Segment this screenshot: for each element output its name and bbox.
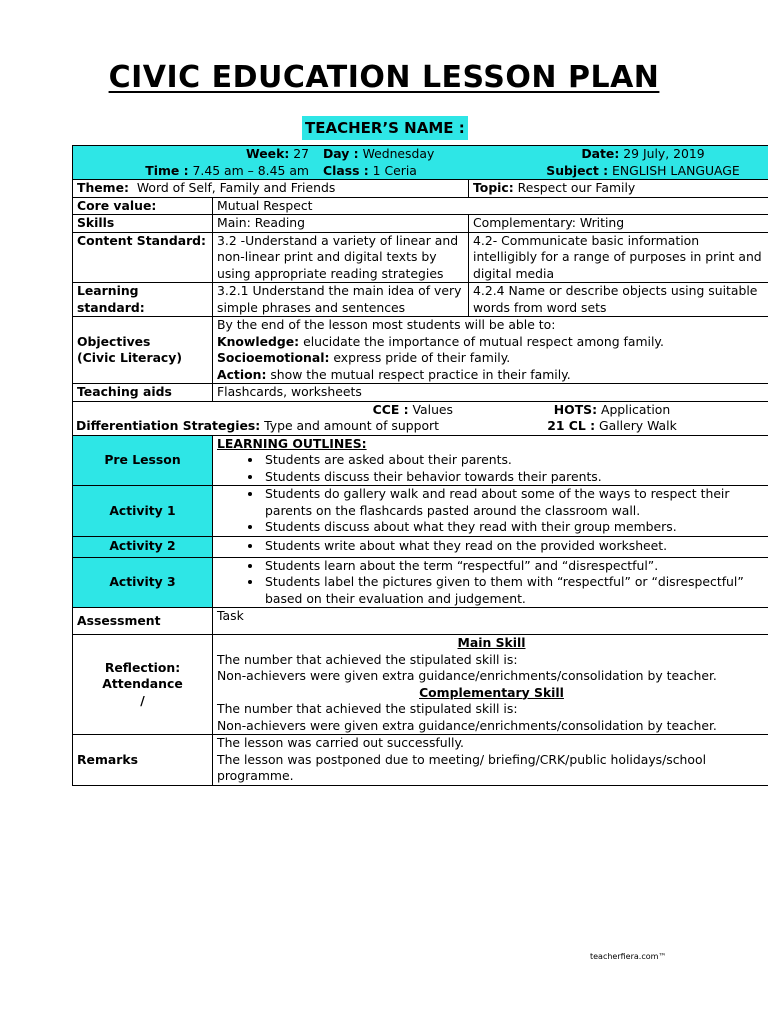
subject-cell: Subject : ENGLISH LANGUAGE	[546, 162, 740, 178]
cce-cell: CCE : Values	[372, 401, 453, 417]
objective-action: Action: show the mutual respect practice in their family.	[217, 366, 571, 382]
remarks-carried-out: The lesson was carried out successfully.	[217, 735, 465, 750]
header-grid	[73, 146, 768, 179]
remarks-postponed: The lesson was postponed due to meeting/ briefing/CRK/public holidays/school programme.	[217, 751, 707, 783]
content-standard-row	[73, 232, 768, 283]
objectives-row	[73, 317, 768, 384]
objective-socioemotional: Socioemotional: express pride of their family.	[217, 350, 511, 365]
teaching-aids-label: Teaching aids	[73, 384, 213, 402]
list-item: • Students write about what they read on the provided worksheet.	[263, 538, 766, 555]
theme-cell: Theme: Word of Self, Family and Friends	[73, 180, 469, 198]
cce-row	[73, 401, 768, 435]
assessment-label: Assessment	[73, 608, 213, 635]
cl21-cell: 21 CL : Gallery Walk	[547, 418, 677, 433]
activity-2-list	[217, 538, 766, 555]
page-title: CIVIC EDUCATION LESSON PLAN	[108, 60, 660, 95]
objectives-intro: By the end of the lesson most students will be able to:	[217, 317, 556, 332]
activity-3-content	[213, 557, 768, 608]
skills-main: Main: Reading	[213, 215, 469, 233]
class-cell: Class : 1 Ceria	[323, 162, 417, 178]
core-value-row	[73, 197, 768, 215]
activity-3-list	[217, 558, 766, 608]
core-value-label: Core value:	[73, 197, 213, 215]
header-row	[73, 146, 768, 180]
lesson-plan-table	[72, 145, 768, 786]
content-standard-main: 3.2 -Understand a variety of linear and non-linear print and digital texts by using appropriate reading strategies	[213, 232, 469, 283]
teacher-name-label: TEACHER’S NAME :	[302, 116, 468, 140]
list-item: • Students learn about the term “respectful” and “disrespectful”.	[263, 558, 766, 575]
list-item: • Students label the pictures given to them with “respectful” or “disrespectful” based on their evaluation and judgement.	[263, 574, 766, 607]
reflection-label: Reflection: Attendance /	[73, 635, 213, 735]
pre-lesson-content	[213, 435, 768, 486]
objective-knowledge: Knowledge: elucidate the importance of mutual respect among family.	[217, 333, 664, 349]
pre-lesson-list	[217, 452, 766, 485]
remarks-content	[213, 735, 768, 786]
objectives-label: Objectives (Civic Literacy)	[73, 317, 213, 384]
date-cell: Date: 29 July, 2019	[581, 146, 705, 161]
learning-outlines-heading: LEARNING OUTLINES:	[217, 435, 367, 451]
differentiation-cell: Differentiation Strategies: Type and amount of support	[76, 418, 439, 433]
activity-3-row	[73, 557, 768, 608]
list-item: • Students are asked about their parents.	[263, 452, 766, 469]
activity-2-row	[73, 536, 768, 557]
time-cell: Time : 7.45 am – 8.45 am	[145, 162, 309, 178]
skills-row	[73, 215, 768, 233]
activity-1-content	[213, 486, 768, 537]
list-item: • Students discuss their behavior towards their parents.	[263, 469, 766, 486]
activity-2-content	[213, 536, 768, 557]
learning-standard-main: 3.2.1 Understand the main idea of very simple phrases and sentences	[213, 283, 469, 317]
activity-1-row	[73, 486, 768, 537]
learning-standard-row	[73, 283, 768, 317]
core-value: Mutual Respect	[213, 197, 768, 215]
learning-standard-complementary: 4.2.4 Name or describe objects using suitable words from word sets	[469, 283, 768, 317]
skills-label: Skills	[73, 215, 213, 233]
main-skill-non-achievers: Non-achievers were given extra guidance/enrichments/consolidation by teacher.	[217, 668, 717, 683]
pre-lesson-label: Pre Lesson	[73, 435, 213, 486]
complementary-skill-heading: Complementary Skill	[419, 684, 564, 700]
topic-cell: Topic: Respect our Family	[469, 180, 768, 198]
list-item: • Students do gallery walk and read about some of the ways to respect their parents on the flashcards pasted around the classroom wall.	[263, 486, 766, 519]
complementary-skill-non-achievers: Non-achievers were given extra guidance/enrichments/consolidation by teacher.	[217, 717, 717, 733]
teaching-aids: Flashcards, worksheets	[213, 384, 768, 402]
hots-cell: HOTS: Application	[553, 401, 671, 417]
learning-standard-label: Learning standard:	[73, 283, 213, 317]
content-standard-complementary: 4.2- Communicate basic information intelligibly for a range of purposes in print and digital media	[469, 232, 768, 283]
activity-1-label: Activity 1	[73, 486, 213, 537]
content-standard-label: Content Standard:	[73, 232, 213, 283]
list-item: • Students discuss about what they read with their group members.	[263, 519, 766, 536]
theme-row	[73, 180, 768, 198]
main-skill-achieved: The number that achieved the stipulated skill is:	[217, 651, 518, 667]
activity-1-list	[217, 486, 766, 536]
week-cell: Week: 27	[246, 146, 309, 161]
remarks-label: Remarks	[73, 735, 213, 786]
footer-credit: teacherfiera.com™	[590, 952, 667, 961]
pre-lesson-row	[73, 435, 768, 486]
activity-3-label: Activity 3	[73, 557, 213, 608]
day-cell: Day : Wednesday	[323, 146, 435, 161]
skills-complementary: Complementary: Writing	[469, 215, 768, 233]
assessment: Task	[213, 608, 768, 635]
complementary-skill-achieved: The number that achieved the stipulated skill is:	[217, 701, 518, 716]
reflection-row	[73, 635, 768, 735]
objectives-content	[213, 317, 768, 384]
remarks-row	[73, 735, 768, 786]
assessment-row	[73, 608, 768, 635]
main-skill-heading: Main Skill	[457, 635, 526, 650]
activity-2-label: Activity 2	[73, 536, 213, 557]
teaching-aids-row	[73, 384, 768, 402]
reflection-content	[213, 635, 768, 735]
